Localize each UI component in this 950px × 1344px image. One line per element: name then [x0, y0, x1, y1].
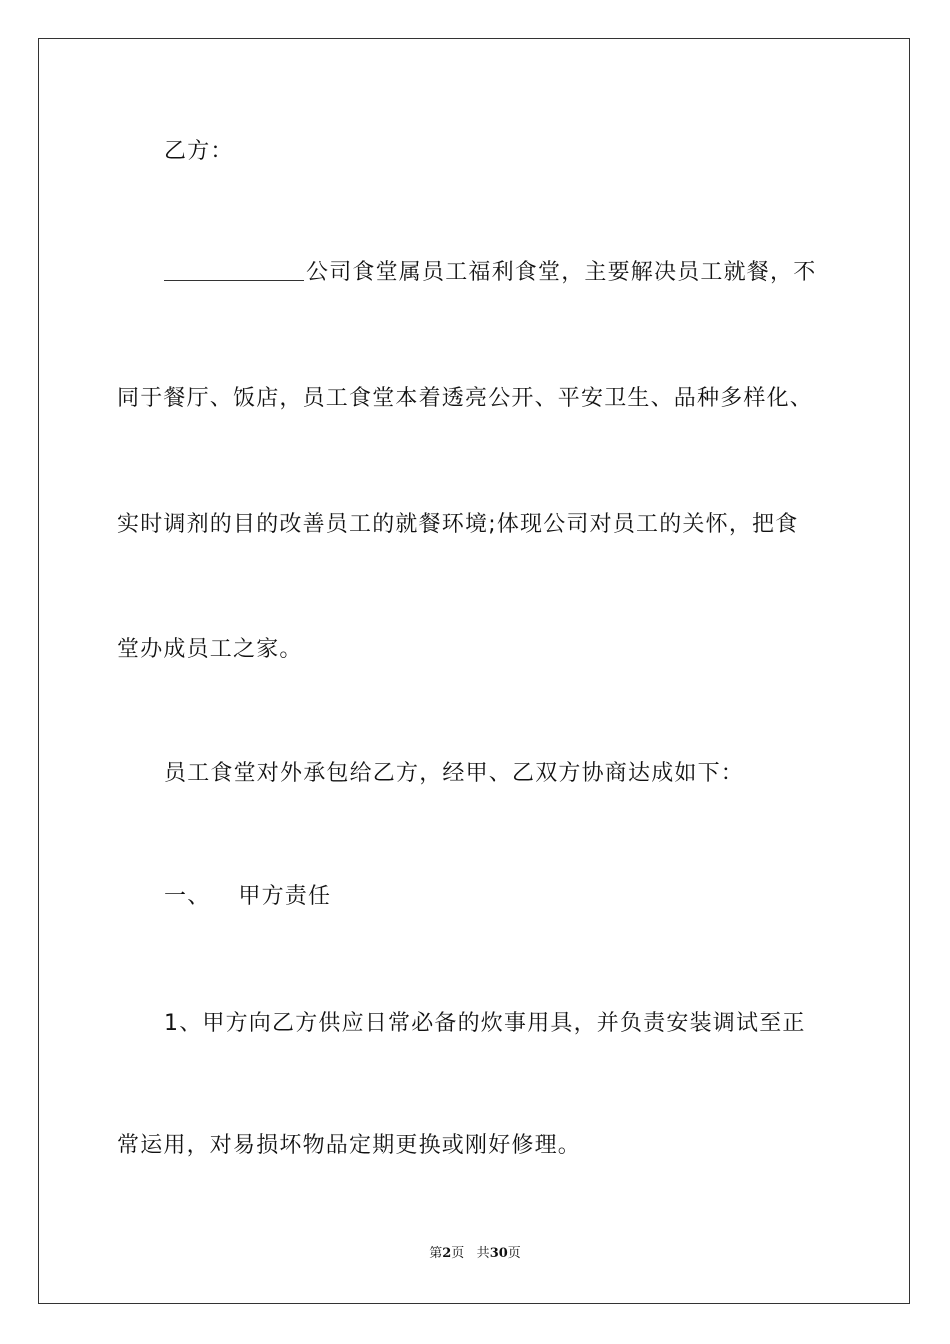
paragraph-line: 堂办成员工之家。 [117, 637, 303, 662]
paragraph-line: 常运用，对易损坏物品定期更换或刚好修理。 [117, 1133, 582, 1158]
party-b-label: 乙方： [164, 139, 234, 164]
section-number: 一、 [164, 884, 211, 909]
footer-page-number: 2 [442, 1246, 452, 1261]
footer-total-prefix: 共 [476, 1246, 490, 1261]
page-footer [0, 1245, 950, 1263]
footer-total-suffix: 页 [507, 1246, 521, 1261]
company-name-blank[interactable] [164, 258, 304, 281]
paragraph-text: 公司食堂属员工福利食堂，主要解决员工就餐，不 [306, 260, 817, 285]
paragraph-line: 员工食堂对外承包给乙方，经甲、乙双方协商达成如下： [164, 761, 745, 786]
paragraph-line: 同于餐厅、饭店，员工食堂本着透亮公开、平安卫生、品种多样化、 [117, 386, 814, 411]
section-title: 甲方责任 [238, 884, 332, 909]
paragraph-line: 实时调剂的目的改善员工的就餐环境;体现公司对员工的关怀，把食 [117, 512, 799, 537]
footer-total-number: 30 [489, 1246, 508, 1261]
section-heading [164, 882, 331, 912]
footer-page-prefix: 第 [429, 1246, 443, 1261]
paragraph-line: 1、甲方向乙方供应日常必备的炊事用具，并负责安装调试至正 [164, 1011, 806, 1036]
page-frame [38, 38, 910, 1304]
paragraph-line [164, 258, 816, 288]
footer-page-suffix: 页 [451, 1246, 465, 1261]
